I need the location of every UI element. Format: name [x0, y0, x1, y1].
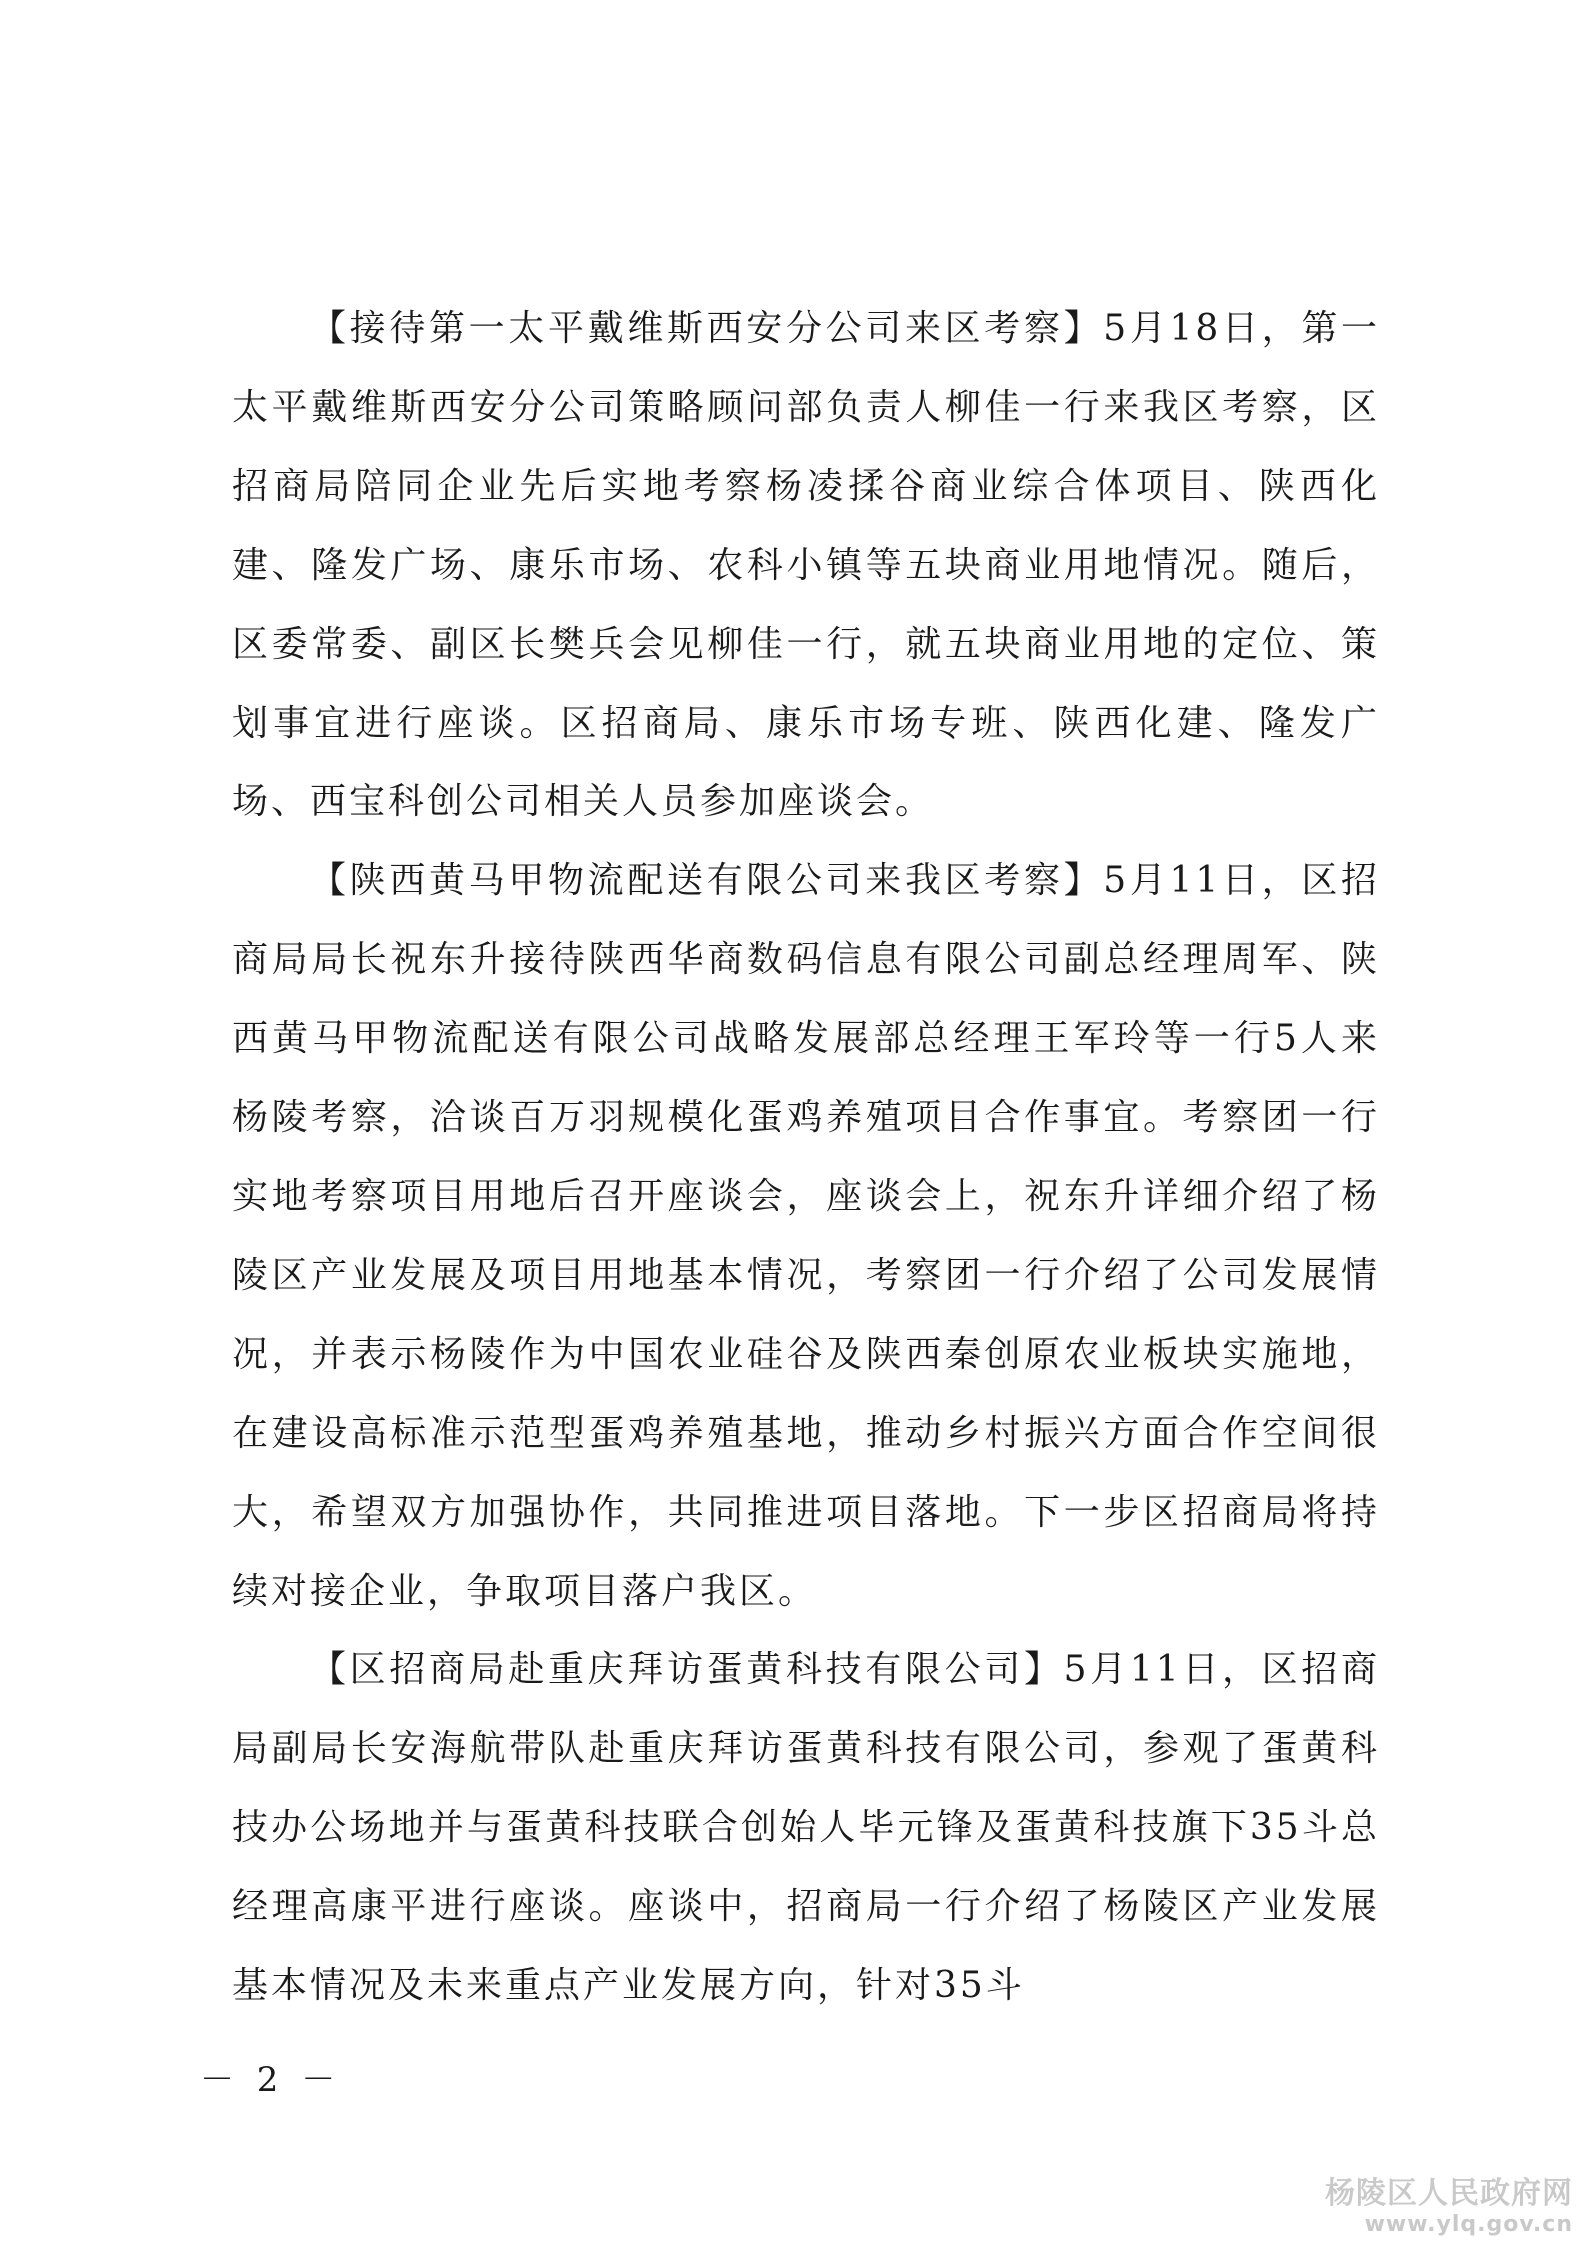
- page-number: － 2 －: [200, 2060, 342, 2100]
- watermark: [1325, 2177, 1573, 2237]
- document-body: [232, 290, 1380, 2026]
- paragraph-huangmajia-visit: [232, 842, 1380, 1631]
- paragraph-davis-visit: [232, 290, 1380, 842]
- paragraph-heading: 【接待第一太平戴维斯西安分公司来区考察】: [310, 308, 1104, 349]
- paragraph-chongqing-visit: [232, 1631, 1380, 2026]
- paragraph-text: 5月11日，区招商局副局长安海航带队赴重庆拜访蛋黄科技有限公司，参观了蛋黄科技办公场地并与蛋黄科技联合创始人毕元锋及蛋黄科技旗下35斗总经理高康平进行座谈。座谈中，招商局一行介绍了杨陵区产业发展基本情况及未来重点产业发展方向，针对35斗: [232, 1649, 1380, 2007]
- paragraph-heading: 【区招商局赴重庆拜访蛋黄科技有限公司】: [310, 1649, 1064, 1691]
- paragraph-heading: 【陕西黄马甲物流配送有限公司来我区考察】: [310, 860, 1104, 902]
- watermark-site-name: 杨陵区人民政府网: [1325, 2176, 1573, 2212]
- paragraph-text: 5月11日，区招商局局长祝东升接待陕西华商数码信息有限公司副总经理周军、陕西黄马甲物流配送有限公司战略发展部总经理王军玲等一行5人来杨陵考察，洽谈百万羽规模化蛋鸡养殖项目合作事宜。考察团一行实地考察项目用地后召开座谈会，座谈会上，祝东升详细介绍了杨陵区产业发展及项目用地基本情况，考察团一行介绍了公司发展情况，并表示杨陵作为中国农业硅谷及陕西秦创原农业板块实施地，在建设高标准示范型蛋鸡养殖基地，推动乡村振兴方面合作空间很大，希望双方加强协作，共同推进项目落地。下一步区招商局将持续对接企业，争取项目落户我区。: [232, 860, 1380, 1612]
- paragraph-text: 5月18日，第一太平戴维斯西安分公司策略顾问部负责人柳佳一行来我区考察，区招商局陪同企业先后实地考察杨凌揉谷商业综合体项目、陕西化建、隆发广场、康乐市场、农科小镇等五块商业用地情况。随后，区委常委、副区长樊兵会见柳佳一行，就五块商业用地的定位、策划事宜进行座谈。区招商局、康乐市场专班、陕西化建、隆发广场、西宝科创公司相关人员参加座谈会。: [232, 308, 1380, 823]
- watermark-url: www.ylq.gov.cn: [1364, 2211, 1573, 2237]
